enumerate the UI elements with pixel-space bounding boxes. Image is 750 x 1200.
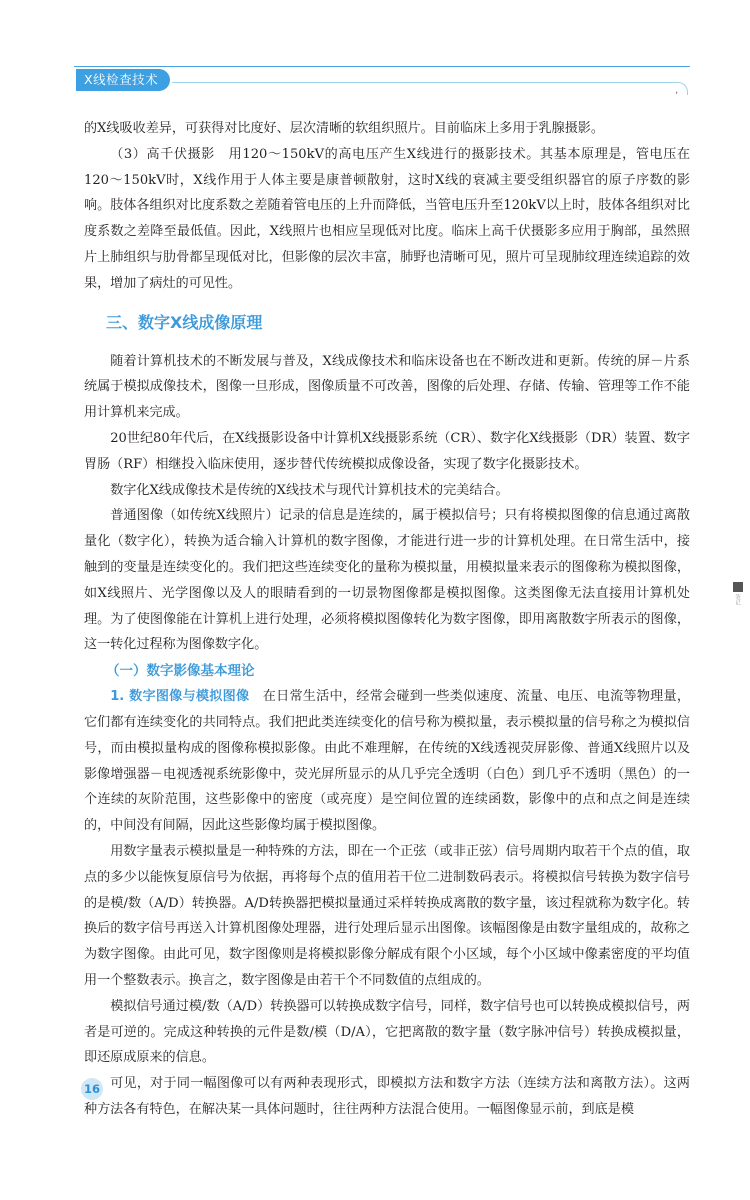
paragraph-high-kv-photography: （3）高千伏摄影 用120～150kV的高电压产生X线进行的摄影技术。其基本原理是，管电压在120～150kV时，X线作用于人体主要是康普顿散射，这时X线的衰减主要受组织器官的原子序数的影响。肢体各组织对比度系数之差随着管电压的上升而降低，当管电压升至120kV以上时，肢体各组织对比度系数之差降至最低值。因此，X线照片也相应呈现低对比度。临床上高千伏摄影多应用于胸部，虽然照片上肺组织与肋骨都呈现低对比，但影像的层次丰富，肺野也清晰可见，照片可呈现肺纹理连续追踪的效果，增加了病灶的可见性。 [84,146,690,291]
header-rule [74,66,690,67]
side-margin-marker [733,582,743,605]
paragraph: 模拟信号通过模/数（A/D）转换器可以转换成数字信号，同样，数字信号也可以转换成模拟信号，两者是可逆的。完成这种转换的元件是数/模（D/A），它把离散的数字量（数字脉冲信号）转换成模拟量，即还原成原来的信息。 [84,998,690,1066]
side-marker-text: 笔记 [734,594,740,605]
running-header-title: X线检查技术 [84,72,159,87]
run-in-heading: 1. 数字图像与模拟图像 [110,689,250,705]
paragraph-digital-vs-analog [84,684,690,839]
header-rule-curve [172,82,688,95]
paragraph-text: 在日常生活中，经常会碰到一些类似速度、流量、电压、电流等物理量，它们都有连续变化的共同特点。我们把此类连续变化的信号称为模拟量，表示模拟量的信号称之为模拟信号，而由模拟量构成的图像称模拟影像。由此不难理解，在传统的X线透视荧屏影像、普通X线照片以及影像增强器－电视透视系统影像中，荧光屏所显示的从几乎完全透明（白色）到几乎不透明（黑色）的一个连续的灰阶范围，这些影像中的密度（或亮度）是空间位置的连续函数，影像中的点和点之间是连续的，中间没有间隔，因此这些影像均属于模拟图像。 [84,689,690,834]
header-dot: , [675,85,679,96]
paragraph: 随着计算机技术的不断发展与普及，X线成像技术和临床设备也在不断改进和更新。传统的屏－片系统属于模拟成像技术，图像一旦形成，图像质量不可改善，图像的后处理、存储、传输、管理等工作不能用计算机来完成。 [84,353,690,421]
paragraph: 普通图像（如传统X线照片）记录的信息是连续的，属于模拟信号；只有将模拟图像的信息通过离散量化（数字化），转换为适合输入计算机的数字图像，才能进行进一步的计算机处理。在日常生活中，接触到的变量是连续变化的。我们把这些连续变化的量称为模拟量，用模拟量来表示的图像称为模拟图像，如X线照片、光学图像以及人的眼睛看到的一切景物图像都是模拟图像。这类图像无法直接用计算机处理。为了使图像能在计算机上进行处理，必须将模拟图像转化为数字图像，即用离散数字所表示的图像，这一转化过程称为图像数字化。 [84,508,690,653]
paragraph: 数字化X线成像技术是传统的X线技术与现代计算机技术的完美结合。 [110,482,509,498]
section-heading: 三、数字X线成像原理 [106,312,263,332]
page-body [84,116,690,1123]
paragraph: 可见，对于同一幅图像可以有两种表现形式，即模拟方法和数字方法（连续方法和离散方法）。这两种方法各有特色，在解决某一具体问题时，往往两种方法混合使用。一幅图像显示前，到底是模 [84,1076,690,1117]
paragraph: 用数字量表示模拟量是一种特殊的方法，即在一个正弦（或非正弦）信号周期内取若干个点的值，取点的多少以能恢复原信号为依据，再将每个点的值用若干位二进制数码表示。将模拟信号转换为数字信号的是模/数（A/D）转换器。A/D转换器把模拟量通过采样转换成离散的数字量，该过程就称为数字化。转换后的数字信号再送入计算机图像处理器，进行处理后显示出图像。该幅图像是由数字量组成的，故称之为数字图像。由此可见，数字图像则是将模拟影像分解成有限个小区域，每个小区域中像素密度的平均值用一个整数表示。换言之，数字图像是由若干个不同数值的点组成的。 [84,843,690,988]
side-marker-icon [733,582,743,592]
paragraph-continued: 的X线吸收差异，可获得对比度好、层次清晰的软组织照片。目前临床上多用于乳腺摄影。 [84,121,604,136]
page-number: 16 [83,1082,100,1096]
subsection-heading: （一）数字影像基本理论 [106,663,255,680]
paragraph: 20世纪80年代后，在X线摄影设备中计算机X线摄影系统（CR）、数字化X线摄影（DR）装置、数字胃肠（RF）相继投入临床使用，逐步替代传统模拟成像设备，实现了数字化摄影技术。 [84,430,690,472]
